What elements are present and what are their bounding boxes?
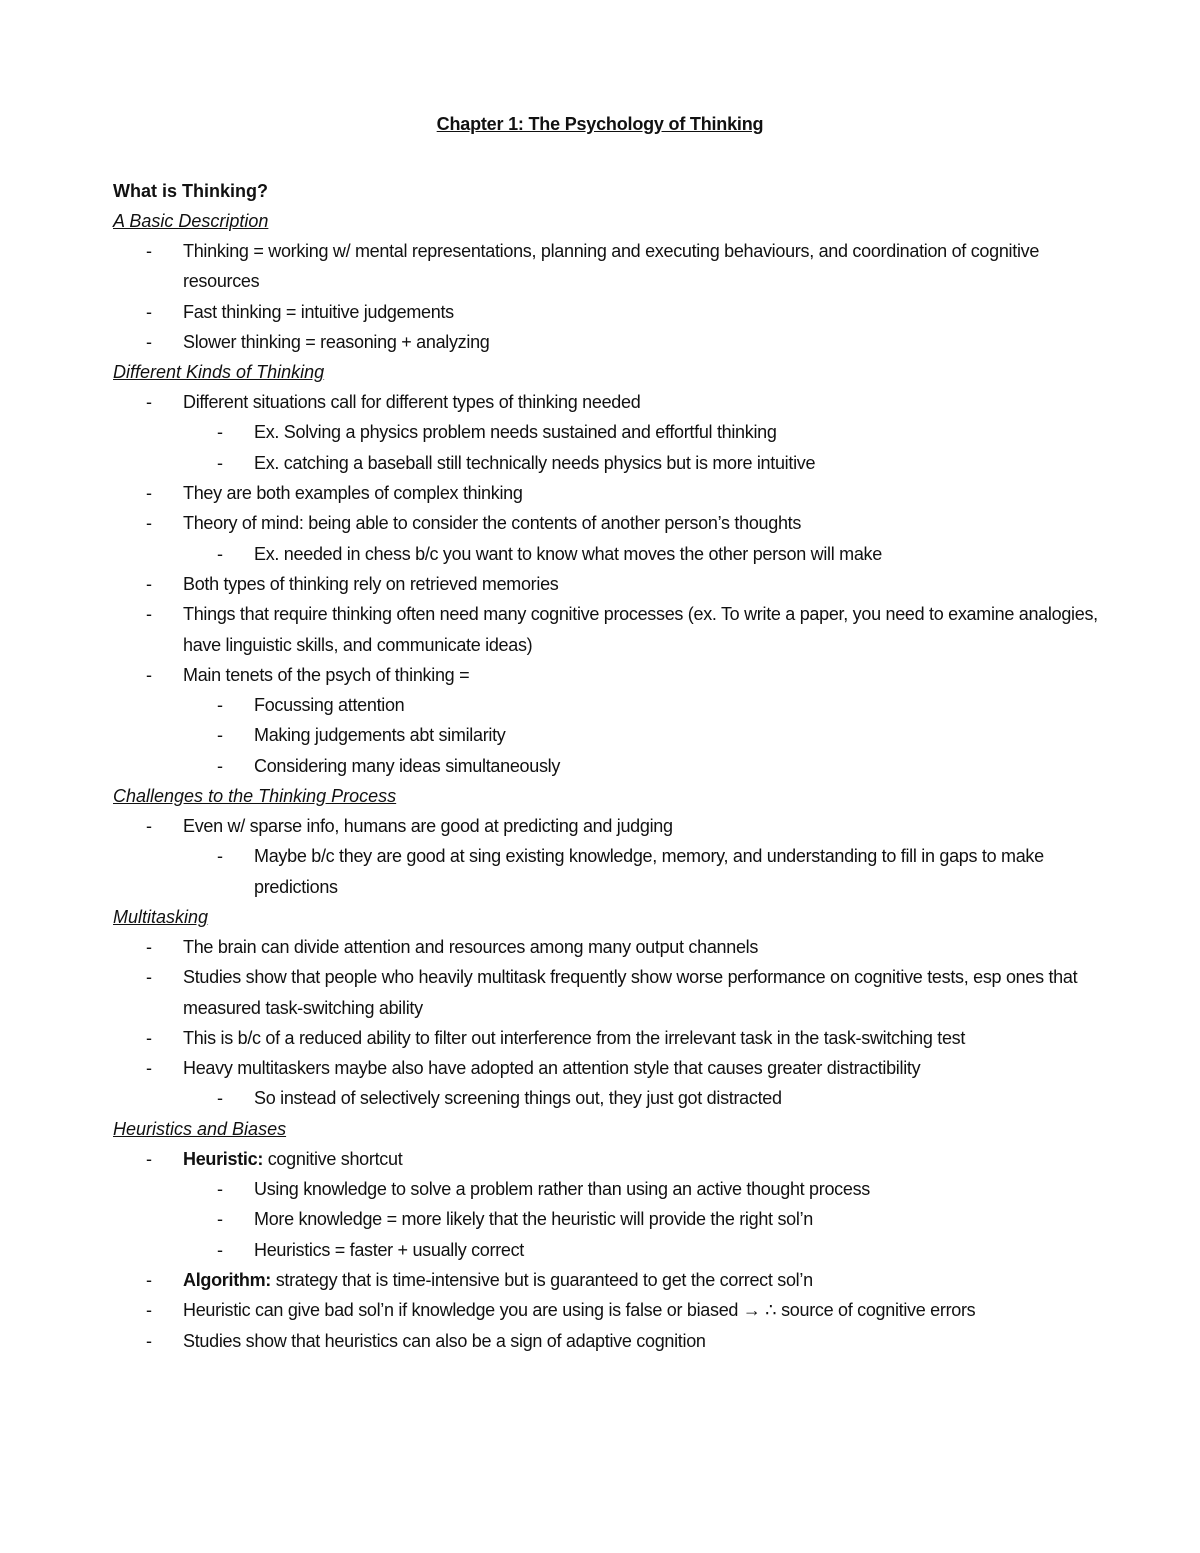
bullet-text: So instead of selectively screening things out, they just got distracted (254, 1088, 782, 1109)
bullet-dash: - (217, 695, 223, 716)
bullet-item (113, 569, 1103, 599)
bullet-item (113, 387, 1103, 417)
bullet-item (113, 327, 1103, 357)
bullet-item (113, 811, 1103, 841)
bullet-text: strategy that is time-intensive but is guaranteed to get the correct sol’n (271, 1269, 813, 1290)
bullet-text: Heuristics = faster + usually correct (254, 1239, 525, 1260)
bullet-dash: - (146, 392, 152, 413)
bullet-item (113, 1295, 1103, 1325)
sub-bullet-item (113, 1235, 1103, 1265)
bullet-item (113, 297, 1103, 327)
bullet-text: Ex. Solving a physics problem needs sustained and effortful thinking (254, 422, 777, 443)
bullet-text: Even w/ sparse info, humans are good at predicting and judging (183, 816, 673, 837)
bullet-text: They are both examples of complex thinking (183, 483, 523, 504)
subsection-heading: Different Kinds of Thinking (113, 362, 325, 383)
subsection-heading: Multitasking (113, 906, 209, 927)
bullet-text: Theory of mind: being able to consider the contents of another person’s thoughts (183, 513, 802, 534)
bullet-text: Main tenets of the psych of thinking = (183, 664, 470, 685)
bullet-dash: - (146, 1300, 152, 1321)
bullet-text: Heuristic can give bad sol’n if knowledge you are using is false or biased → ∴ source of cognitive errors (183, 1300, 976, 1321)
sub-bullet-item (113, 539, 1103, 569)
bullet-dash: - (146, 331, 152, 352)
bullet-dash: - (146, 573, 152, 594)
bullet-text: Maybe b/c they are good at sing existing knowledge, memory, and understanding to fill in gaps to make predictions (254, 846, 1044, 897)
bullet-dash: - (146, 1330, 152, 1351)
bullet-text: Using knowledge to solve a problem rather than using an active thought process (254, 1179, 870, 1200)
bullet-dash: - (146, 483, 152, 504)
bullet-text: Fast thinking = intuitive judgements (183, 301, 454, 322)
bullet-item (113, 478, 1103, 508)
page-title: Chapter 1: The Psychology of Thinking (436, 114, 764, 134)
bullet-dash: - (217, 422, 223, 443)
bullet-item (113, 1326, 1103, 1356)
bullet-text: Ex. catching a baseball still technically needs physics but is more intuitive (254, 452, 816, 473)
bullet-text: More knowledge = more likely that the heuristic will provide the right sol’n (254, 1209, 813, 1230)
bullet-dash: - (217, 1209, 223, 1230)
bullet-dash: - (146, 967, 152, 988)
bullet-dash: - (217, 1179, 223, 1200)
bullet-item (113, 1265, 1103, 1295)
bullet-dash: - (217, 452, 223, 473)
bullet-text: Making judgements abt similarity (254, 725, 506, 746)
bullet-text: Studies show that heuristics can also be a sign of adaptive cognition (183, 1330, 706, 1351)
bullet-dash: - (146, 816, 152, 837)
bullet-item (113, 1023, 1103, 1053)
sub-bullet-item (113, 1204, 1103, 1234)
bullet-dash: - (146, 513, 152, 534)
bullet-item (113, 660, 1103, 690)
bullet-text: This is b/c of a reduced ability to filter out interference from the irrelevant task in the task-switching test (183, 1027, 966, 1048)
bullet-text: Both types of thinking rely on retrieved memories (183, 573, 559, 594)
bullet-text: Ex. needed in chess b/c you want to know what moves the other person will make (254, 543, 882, 564)
bullet-text: cognitive shortcut (263, 1148, 403, 1169)
bullet-item (113, 1053, 1103, 1083)
bullet-item (113, 932, 1103, 962)
sub-bullet-item (113, 720, 1103, 750)
bullet-text: Different situations call for different types of thinking needed (183, 392, 641, 413)
bullet-dash: - (217, 543, 223, 564)
sub-bullet-item (113, 1083, 1103, 1113)
subsection-heading: A Basic Description (113, 211, 269, 231)
bullet-dash: - (146, 301, 152, 322)
bullet-dash: - (217, 846, 223, 867)
bullet-item (113, 962, 1103, 1023)
bullet-text: Slower thinking = reasoning + analyzing (183, 331, 490, 352)
bullet-dash: - (146, 1148, 152, 1169)
sub-bullet-item (113, 417, 1103, 447)
bullet-dash: - (146, 664, 152, 685)
subsection-heading: Heuristics and Biases (113, 1118, 287, 1139)
bullet-text: The brain can divide attention and resources among many output channels (183, 936, 759, 957)
bullet-dash: - (217, 755, 223, 776)
bullet-dash: - (146, 1027, 152, 1048)
bullet-text: Considering many ideas simultaneously (254, 755, 561, 776)
bullet-text: Things that require thinking often need many cognitive processes (ex. To write a paper, you need to examine analogies, have linguistic skills, and communicate ideas) (183, 604, 1098, 655)
bullet-dash: - (217, 1088, 223, 1109)
bullet-dash: - (146, 936, 152, 957)
bullet-dash: - (146, 1058, 152, 1079)
sub-bullet-item (113, 1174, 1103, 1204)
bullet-item (113, 599, 1103, 660)
bullet-item (113, 508, 1103, 538)
bullet-text: Heavy multitaskers maybe also have adopted an attention style that causes greater distractibility (183, 1058, 921, 1079)
bullet-text: Focussing attention (254, 695, 405, 716)
subsection-heading: Challenges to the Thinking Process (113, 786, 397, 807)
bullet-item (113, 236, 1103, 297)
bullet-text: Thinking = working w/ mental representations, planning and executing behaviours, and coordination of cognitive resources (183, 241, 1040, 292)
bullet-dash: - (146, 241, 152, 261)
sub-bullet-item (113, 690, 1103, 720)
sub-bullet-item (113, 841, 1103, 902)
bullet-dash: - (146, 604, 152, 625)
notes-body (113, 176, 1103, 1356)
sub-bullet-item (113, 751, 1103, 781)
term-label: Heuristic: (183, 1148, 264, 1169)
section-heading: What is Thinking? (113, 181, 268, 201)
bullet-dash: - (146, 1269, 152, 1290)
bullet-dash: - (217, 725, 223, 746)
bullet-item (113, 1144, 1103, 1174)
bullet-text: Studies show that people who heavily multitask frequently show worse performance on cognitive tests, esp ones that measured task-switching ability (183, 967, 1078, 1018)
bullet-dash: - (217, 1239, 223, 1260)
term-label: Algorithm: (183, 1269, 271, 1290)
sub-bullet-item (113, 448, 1103, 478)
